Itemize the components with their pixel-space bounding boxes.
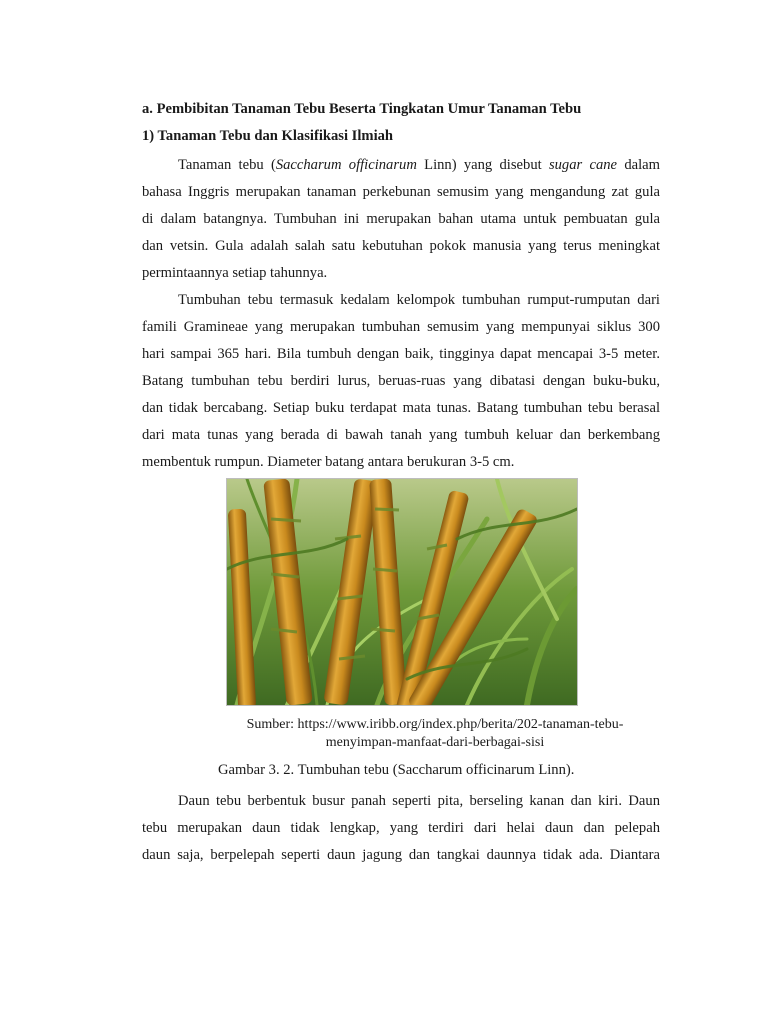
paragraph-1-line-2: bahasa Inggris merupakan tanaman perkebunan semusim yang mengandung zat gula — [142, 184, 660, 200]
figure-caption: Gambar 3. 2. Tumbuhan tebu (Saccharum officinarum Linn). — [218, 762, 575, 778]
paragraph-2-line-4: Batang tumbuhan tebu berdiri lurus, beruas-ruas yang dibatasi dengan buku-buku, — [142, 373, 660, 389]
paragraph-2-line-6: dari mata tunas yang berada di bawah tanah yang tumbuh keluar dan berkembang — [142, 427, 660, 443]
figure-source-line-1: Sumber: https://www.iribb.org/index.php/berita/202-tanaman-tebu- — [246, 717, 624, 732]
english-term: sugar cane — [548, 157, 618, 173]
paragraph-1 — [142, 152, 660, 287]
figure-source-line-2: menyimpan-manfaat-dari-berbagai-sisi — [325, 735, 545, 750]
subsection-heading-1: 1) Tanaman Tebu dan Klasifikasi Ilmiah — [142, 128, 394, 144]
paragraph-3-line-3: daun saja, berpelepah seperti daun jagung dan tangkai daunnya tidak ada. Diantara — [142, 847, 660, 863]
paragraph-3 — [142, 788, 660, 869]
sugarcane-illustration — [227, 479, 577, 705]
paragraph-2-line-5: dan tidak bercabang. Setiap buku terdapat mata tunas. Batang tumbuhan tebu berasal — [142, 400, 660, 416]
paragraph-2-line-2: famili Gramineae yang merupakan tumbuhan semusim yang mempunyai siklus 300 — [142, 319, 660, 335]
paragraph-1-line-5: permintaannya setiap tahunnya. — [142, 265, 328, 281]
paragraph-2-line-1: Tumbuhan tebu termasuk kedalam kelompok tumbuhan rumput-rumputan dari — [178, 292, 660, 308]
paragraph-1-line-3: di dalam batangnya. Tumbuhan ini merupakan bahan utama untuk pembuatan gula — [142, 211, 660, 227]
section-heading-a: a. Pembibitan Tanaman Tebu Beserta Tingkatan Umur Tanaman Tebu — [142, 101, 582, 117]
scientific-name: Saccharum officinarum — [275, 157, 417, 173]
sugarcane-photo — [226, 478, 578, 706]
paragraph-2 — [142, 287, 660, 476]
paragraph-3-line-1: Daun tebu berbentuk busur panah seperti pita, berseling kanan dan kiri. Daun — [178, 793, 660, 809]
paragraph-2-line-7: membentuk rumpun. Diameter batang antara berukuran 3-5 cm. — [142, 454, 515, 470]
paragraph-3-line-2: tebu merupakan daun tidak lengkap, yang terdiri dari helai daun dan pelepah — [142, 820, 660, 836]
figure-source — [200, 716, 670, 752]
paragraph-1-line-1: Tanaman tebu (Saccharum officinarum Linn) yang disebut sugar cane dalam — [178, 157, 660, 173]
paragraph-2-line-3: hari sampai 365 hari. Bila tumbuh dengan baik, tingginya dapat mencapai 3-5 meter. — [142, 346, 660, 362]
paragraph-1-line-4: dan vetsin. Gula adalah salah satu kebutuhan pokok manusia yang terus meningkat — [142, 238, 660, 254]
